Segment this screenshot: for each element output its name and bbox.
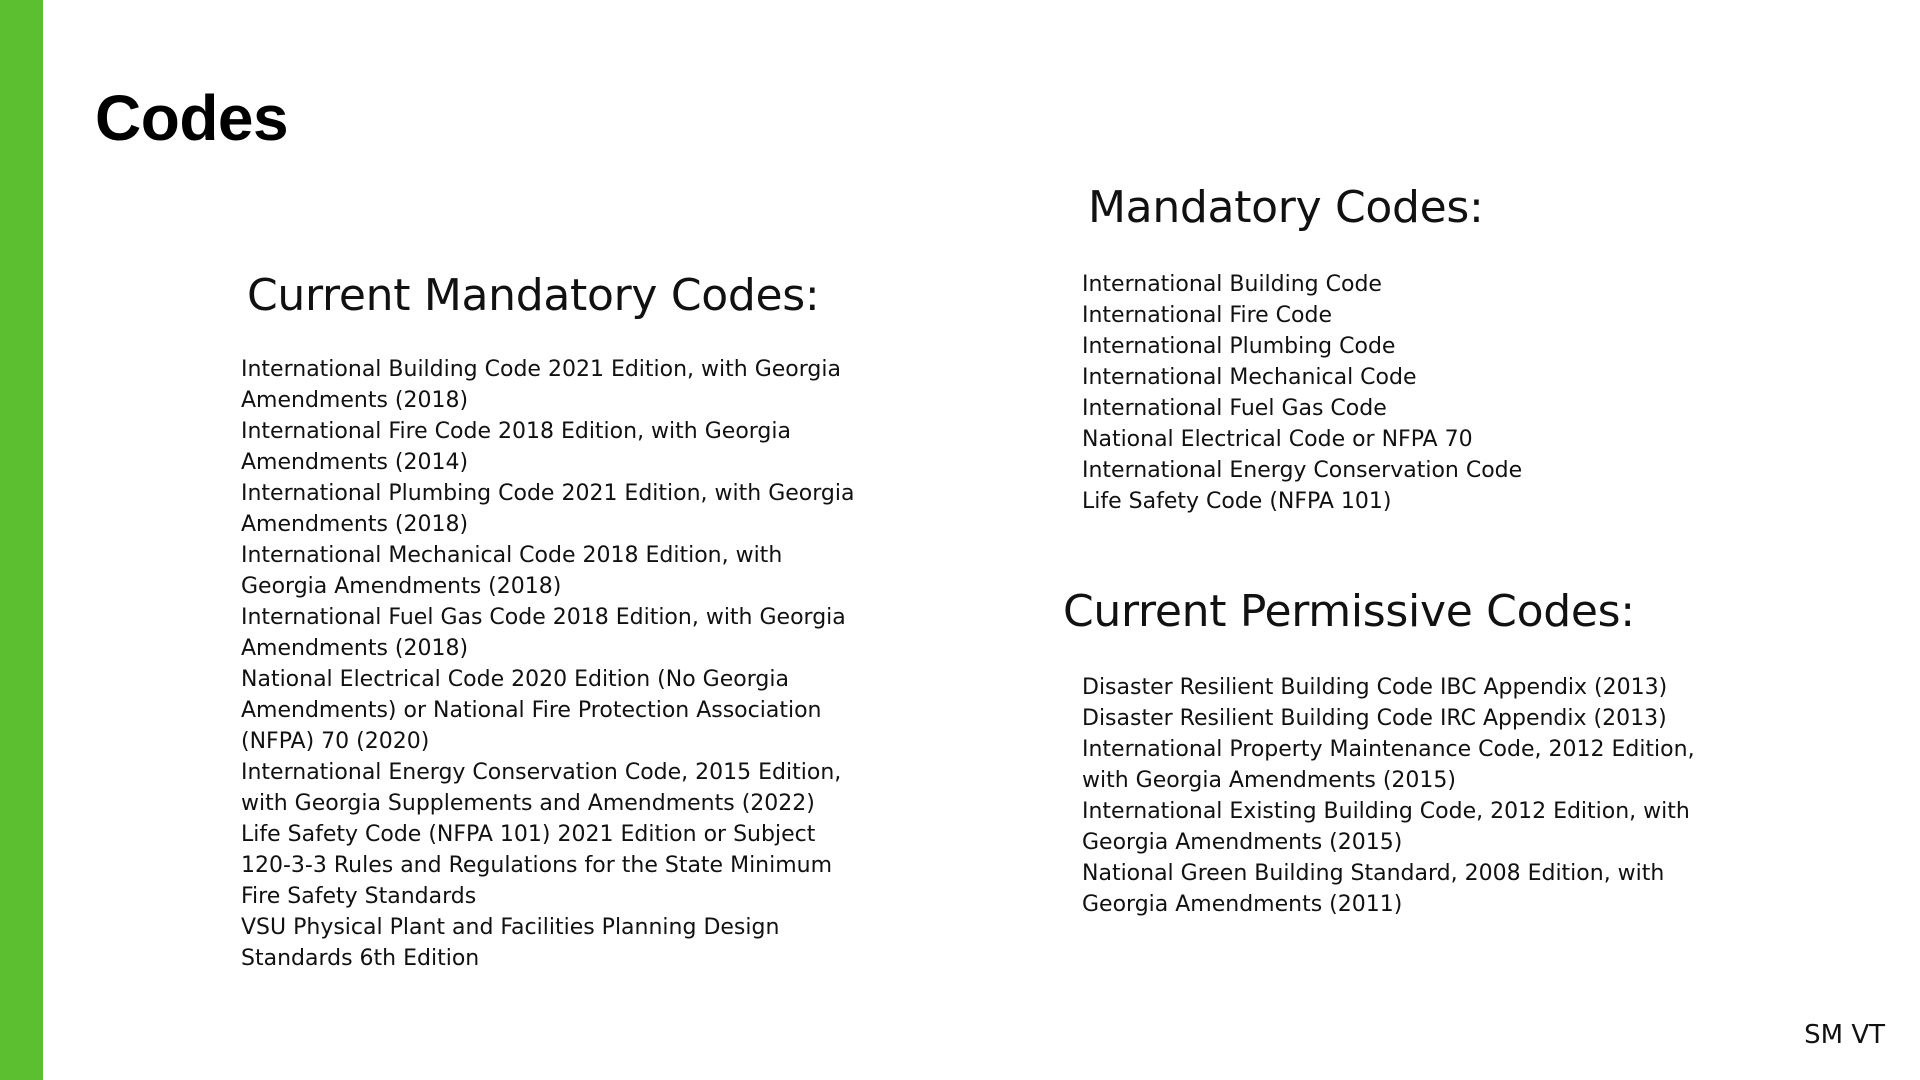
list-item: National Electrical Code or NFPA 70 — [1082, 427, 1473, 452]
mandatory-codes-heading: Mandatory Codes: — [1088, 182, 1484, 233]
list-item: International Fuel Gas Code 2018 Edition, with Georgia Amendments (2018) — [241, 605, 846, 661]
list-item: International Plumbing Code — [1082, 334, 1396, 359]
list-item: International Building Code — [1082, 272, 1382, 297]
list-item: International Energy Conservation Code — [1082, 458, 1523, 483]
current-mandatory-heading: Current Mandatory Codes: — [247, 270, 820, 321]
list-item: Disaster Resilient Building Code IRC Appendix (2013) — [1082, 706, 1667, 731]
list-item: International Building Code 2021 Edition, with Georgia Amendments (2018) — [241, 357, 841, 413]
list-item: International Mechanical Code 2018 Edition, with Georgia Amendments (2018) — [241, 543, 783, 599]
list-item: International Property Maintenance Code, 2012 Edition, with Georgia Amendments (2015) — [1082, 737, 1695, 793]
list-item: International Fire Code 2018 Edition, with Georgia Amendments (2014) — [241, 419, 791, 475]
list-item: National Green Building Standard, 2008 Edition, with Georgia Amendments (2011) — [1082, 861, 1665, 917]
list-item: International Mechanical Code — [1082, 365, 1417, 390]
list-item: International Fuel Gas Code — [1082, 396, 1387, 421]
accent-bar — [0, 0, 43, 1080]
list-item: National Electrical Code 2020 Edition (No Georgia Amendments) or National Fire Protection Association (NFPA) 70 (2020) — [241, 667, 822, 754]
footer-initials: SM VT — [1804, 1020, 1885, 1050]
current-mandatory-list — [241, 354, 861, 974]
list-item: International Plumbing Code 2021 Edition, with Georgia Amendments (2018) — [241, 481, 855, 537]
mandatory-codes-list — [1082, 269, 1642, 517]
current-permissive-list — [1082, 672, 1722, 920]
list-item: International Fire Code — [1082, 303, 1332, 328]
current-permissive-heading: Current Permissive Codes: — [1063, 586, 1635, 637]
list-item: International Existing Building Code, 2012 Edition, with Georgia Amendments (2015) — [1082, 799, 1690, 855]
list-item: Disaster Resilient Building Code IBC Appendix (2013) — [1082, 675, 1668, 700]
list-item: VSU Physical Plant and Facilities Planning Design Standards 6th Edition — [241, 915, 780, 971]
list-item: Life Safety Code (NFPA 101) — [1082, 489, 1392, 514]
list-item: International Energy Conservation Code, 2015 Edition, with Georgia Supplements and Amendments (2022) — [241, 760, 842, 816]
slide-title: Codes — [95, 82, 289, 154]
list-item: Life Safety Code (NFPA 101) 2021 Edition or Subject 120-3-3 Rules and Regulations for the State Minimum Fire Safety Standards — [241, 822, 833, 909]
